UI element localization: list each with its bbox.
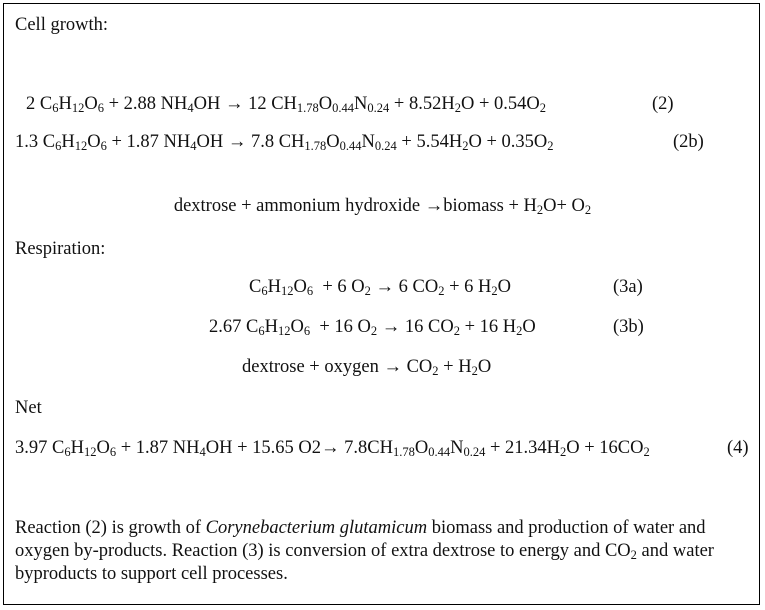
section-heading-net: Net (15, 398, 42, 418)
organism-name: Corynebacterium glutamicum (205, 518, 428, 538)
equation-2b: 1.3 $C_6H_{12}O_6 + 1.87$ $NH_4OH \to 7.8$ $CH_{1.78}O_{0.44}N_{0.24} + 5.54H_2O + 0.35O_2$ (15, 132, 554, 153)
equation-label-2b: (2b) (673, 132, 704, 152)
equation-label-2: (2) (652, 94, 674, 114)
equation-3b: 2.67 $C_6H_{12}O_6 + 16$ $O_2 \to 16$ $CO_2 + 16$ $H_2O$ (209, 317, 536, 338)
section-heading-cell-growth: Cell growth: (15, 15, 109, 35)
explanation-paragraph: Reaction (2) is growth of Corynebacterium glutamicum biomass and production of water and oxygen by-products. Reaction (3) is conversion of extra dextrose to energy and $CO_2$ and water byproducts to support cell processes. (15, 518, 714, 584)
document-frame (3, 3, 760, 605)
equation-label-4: (4) (727, 438, 749, 458)
equation-label-3b: (3b) (613, 317, 644, 337)
growth-word-equation: dextrose + ammonium hydroxide →biomass + $H_2O+ O_2$ (173, 196, 592, 217)
equation-4: 3.97 $C_6H_{12}O_6 + 1.87$ $NH_4OH + 15.65$ $O2\to 7.8CH_{1.78}O_{0.44}N_{0.24} + 21.34H_2O + 16CO_2$ (15, 438, 650, 459)
equation-3a: $C_6H_{12}O_6 + 6$ $O_2 \to 6$ $CO_2 + 6$ $H_2O$ (249, 277, 512, 298)
equation-2: 2 $C_6H_{12}O_6 + 2.88$ $NH_4OH \to 12$ $CH_{1.78}O_{0.44}N_{0.24} + 8.52H_2O + 0.54O_2$ (26, 94, 546, 115)
section-heading-respiration: Respiration: (15, 239, 106, 259)
respiration-word-equation: dextrose + oxygen → $CO_2 + H_2O$ (242, 357, 492, 378)
equation-label-3a: (3a) (613, 277, 643, 297)
